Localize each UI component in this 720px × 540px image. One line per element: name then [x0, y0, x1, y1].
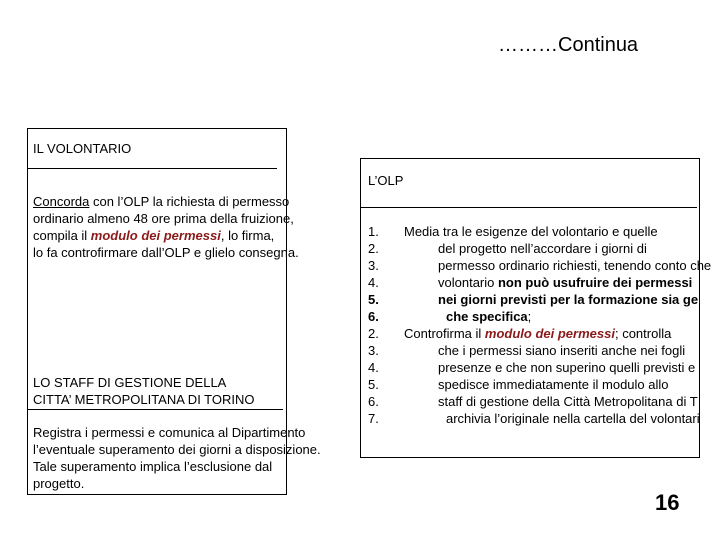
olp-title: L’OLP — [368, 173, 404, 188]
olp-item-2: del progetto nell’accordare i giorni di — [438, 241, 647, 256]
volontario-line4: lo fa controfirmare dall’OLP e glielo consegna. — [33, 245, 299, 260]
olp-item-6-post: ; — [527, 309, 532, 324]
olp-modulo-permessi: modulo dei permessi — [484, 326, 615, 341]
page-number: 16 — [655, 490, 680, 515]
olp-numbers — [368, 223, 388, 427]
olp-item-4-pre: volontario — [438, 275, 498, 290]
olp-item-10: spedisce immediatamente il modulo allo — [438, 377, 669, 392]
volontario-divider — [27, 168, 277, 169]
list-number: 7. — [368, 411, 379, 426]
olp-item-1: Media tra le esigenze del volontario e quelle — [404, 224, 658, 239]
list-number: 4. — [368, 360, 379, 375]
list-number: 3. — [368, 343, 379, 358]
staff-divider — [27, 409, 283, 410]
list-number: 2. — [368, 241, 379, 256]
olp-item-8: che i permessi siano inseriti anche nei fogli — [438, 343, 686, 358]
volontario-text — [33, 193, 299, 261]
olp-items — [404, 223, 711, 427]
list-number: 6. — [368, 394, 379, 409]
volontario-line3-post: , lo firma, — [220, 228, 275, 243]
staff-line: Registra i permessi e comunica al Dipartimento — [33, 425, 306, 440]
olp-item-9: presenze e che non superino quelli previsti e — [438, 360, 696, 375]
olp-item-3: permesso ordinario richiesti, tenendo conto che — [438, 258, 712, 273]
olp-item-4-bold: non può usufruire dei permessi — [497, 275, 693, 290]
list-number: 4. — [368, 275, 379, 290]
continua-label: ………Continua — [498, 34, 639, 56]
olp-item-7 — [404, 325, 711, 342]
olp-item-5: nei giorni previsti per la formazione sia ge — [438, 292, 699, 307]
list-number: 2. — [368, 326, 379, 341]
volontario-line2: ordinario almeno 48 ore prima della fruizione, — [33, 211, 294, 226]
list-number: 5. — [368, 292, 379, 307]
list-number: 6. — [368, 309, 379, 324]
staff-line: l’eventuale superamento dei giorni a disposizione. — [33, 442, 321, 457]
olp-item-4 — [404, 274, 711, 291]
staff-text — [33, 424, 321, 492]
olp-item-12: archivia l’originale nella cartella del volontari — [446, 411, 700, 426]
list-number: 3. — [368, 258, 379, 273]
staff-title — [33, 374, 255, 408]
list-number: 1. — [368, 224, 379, 239]
list-number: 5. — [368, 377, 379, 392]
staff-line: progetto. — [33, 476, 85, 491]
olp-item-11: staff di gestione della Città Metropolitana di T — [438, 394, 698, 409]
olp-divider — [360, 207, 697, 208]
modulo-permessi-link: modulo dei permessi — [90, 228, 221, 243]
concorda-word: Concorda — [33, 194, 90, 209]
olp-item-6 — [404, 308, 711, 325]
staff-title-line1: LO STAFF DI GESTIONE DELLA — [33, 375, 227, 390]
olp-item-7-post: ; controlla — [614, 326, 672, 341]
volontario-line1: con l’OLP la richiesta di permesso — [89, 194, 290, 209]
staff-line: Tale superamento implica l’esclusione dal — [33, 459, 273, 474]
volontario-title: IL VOLONTARIO — [33, 141, 132, 156]
volontario-line3-pre: compila il — [33, 228, 91, 243]
olp-item-6-bold: che specifica — [446, 309, 528, 324]
olp-item-7-pre: Controfirma il — [404, 326, 485, 341]
staff-title-line2: CITTA’ METROPOLITANA DI TORINO — [33, 392, 255, 407]
